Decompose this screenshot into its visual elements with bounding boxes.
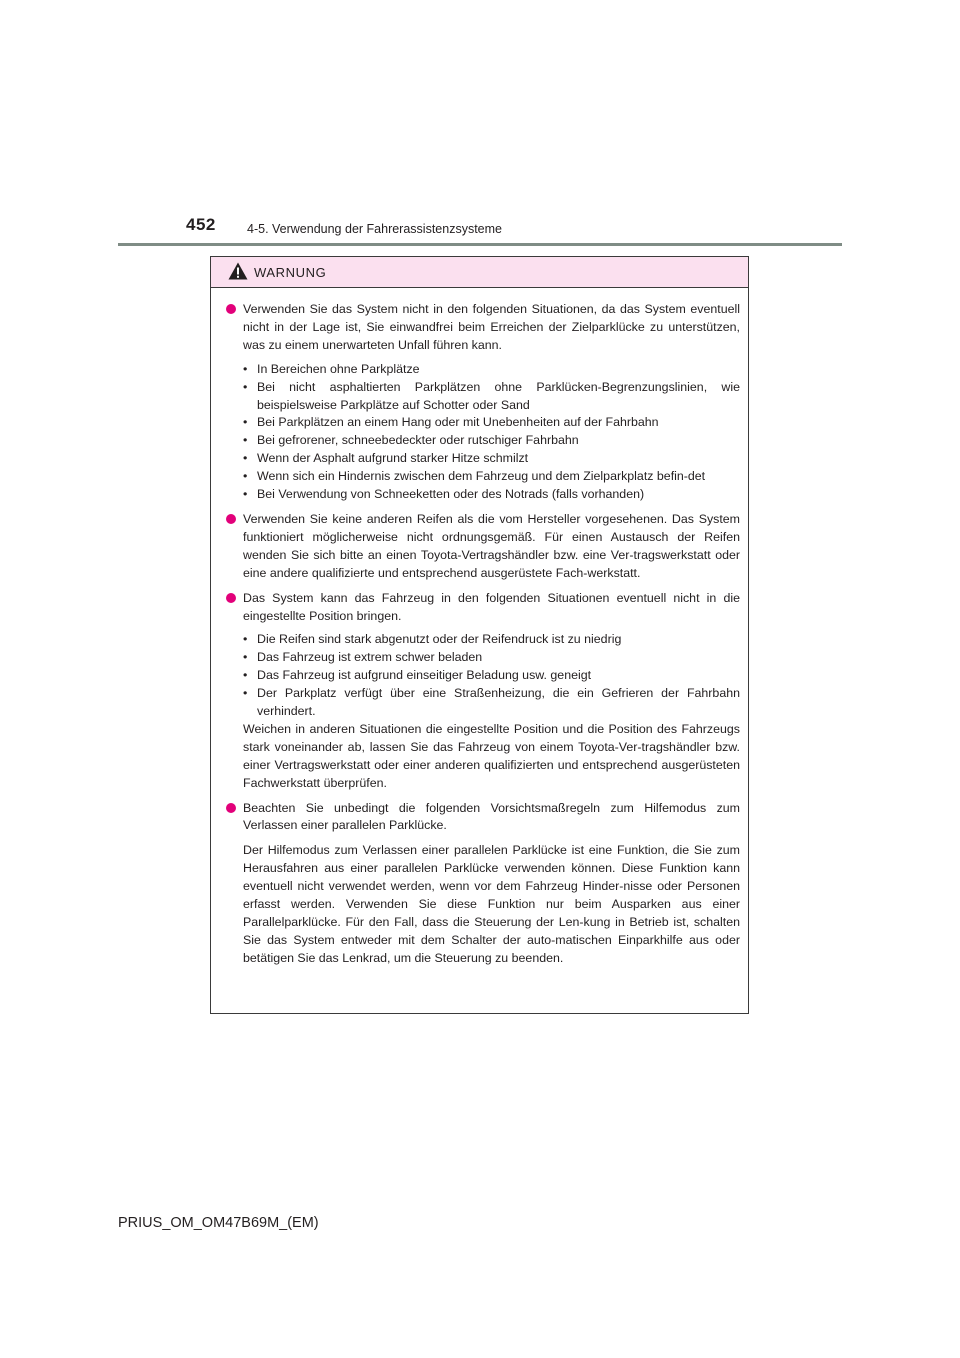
entry-followup-text: Weichen in anderen Situationen die eingestellte Position und die Position des Fahrzeugs stark voneinander ab, lassen Sie das Fahrzeug von einem Toyota-Ver-tragshändler bzw. einer Vertragswerkstatt oder einer anderen qualifizierten und entsprechend ausgerüsteten Fachwerkstatt überprüfen. <box>243 721 740 790</box>
bullet-dot <box>226 593 236 603</box>
list-item: • Das Fahrzeug ist aufgrund einseitiger Beladung usw. geneigt <box>243 667 740 685</box>
list-item: • Bei nicht asphaltierten Parkplätzen ohne Parklücken-Begrenzungslinien, wie beispielsweise Parkplätze auf Schotter oder Sand <box>243 379 740 415</box>
list-item: • Wenn der Asphalt aufgrund starker Hitze schmilzt <box>243 450 740 468</box>
list-item: • Das Fahrzeug ist extrem schwer beladen <box>243 649 740 667</box>
list-item: • Bei Parkplätzen an einem Hang oder mit Unebenheiten auf der Fahrbahn <box>243 414 740 432</box>
warning-body <box>211 288 748 968</box>
warning-entry <box>226 590 740 793</box>
list-item: • Die Reifen sind stark abgenutzt oder der Reifendruck ist zu niedrig <box>243 631 740 649</box>
list-item: • Der Parkplatz verfügt über eine Straßenheizung, die ein Gefrieren der Fahrbahn verhindert. <box>243 685 740 721</box>
bullet-dot <box>226 514 236 524</box>
section-title: 4-5. Verwendung der Fahrerassistenzsysteme <box>247 222 502 236</box>
warning-header <box>211 257 748 288</box>
bullet-dot <box>226 304 236 314</box>
list-item: • Bei gefrorener, schneebedeckter oder rutschiger Fahrbahn <box>243 432 740 450</box>
entry-paragraph: Der Hilfemodus zum Verlassen einer parallelen Parklücke ist eine Funktion, die Sie zum Herausfahren aus einer parallelen Parklücke verwenden können. Diese Funktion kann eventuell nicht verwendet werden, wenn vor dem Fahrzeug Hinder-nisse oder Personen erfasst werden. Verwenden Sie diese Funktion nur beim Ausparken aus einer Parallelparklücke. Für den Fall, dass die Steuerung der Len-kung in Betrieb ist, schalten Sie das System entweder mit dem Schalter der auto-matischen Einparkhilfe aus oder betätigen Sie das Lenkrad, um die Steuerung zu beenden. <box>243 843 740 965</box>
bullet-dot <box>226 803 236 813</box>
list-item: • Bei Verwendung von Schneeketten oder des Notrads (falls vorhanden) <box>243 486 740 504</box>
situation-list <box>243 631 740 721</box>
warning-triangle-icon <box>228 262 248 280</box>
entry-text: Das System kann das Fahrzeug in den folgenden Situationen eventuell nicht in die eingestellte Position bringen. <box>243 590 740 623</box>
entry-text: Beachten Sie unbedingt die folgenden Vorsichtsmaßregeln zum Hilfemodus zum Verlassen einer parallelen Parklücke. <box>243 800 740 833</box>
header-rule <box>118 243 842 246</box>
warning-entry <box>226 800 740 968</box>
list-item: • Wenn sich ein Hindernis zwischen dem Fahrzeug und dem Zielparkplatz befin-det <box>243 468 740 486</box>
entry-text: Verwenden Sie das System nicht in den folgenden Situationen, da das System eventuell nicht in der Lage ist, Sie einwandfrei beim Erreichen der Zielparklücke zu unterstützen, was zu einem unerwarteten Unfall führen kann. <box>243 302 740 352</box>
warning-entry <box>226 301 740 504</box>
page-number: 452 <box>186 215 216 234</box>
warning-box <box>210 256 749 1014</box>
list-item: • In Bereichen ohne Parkplätze <box>243 361 740 379</box>
entry-text: Verwenden Sie keine anderen Reifen als die vom Hersteller vorgesehenen. Das System funktioniert möglicherweise nicht ordnungsgemäß. Für einen Austausch der Reifen wenden Sie sich bitte an einen Toyota-Vertragshändler bzw. eine Ver-tragswerkstatt oder eine andere qualifizierte und entsprechend ausgerüstete Fach-werkstatt. <box>243 511 740 580</box>
warning-title: WARNUNG <box>254 264 327 280</box>
situation-list <box>243 361 740 504</box>
warning-entry <box>226 511 740 583</box>
document-code: PRIUS_OM_OM47B69M_(EM) <box>118 1215 319 1231</box>
